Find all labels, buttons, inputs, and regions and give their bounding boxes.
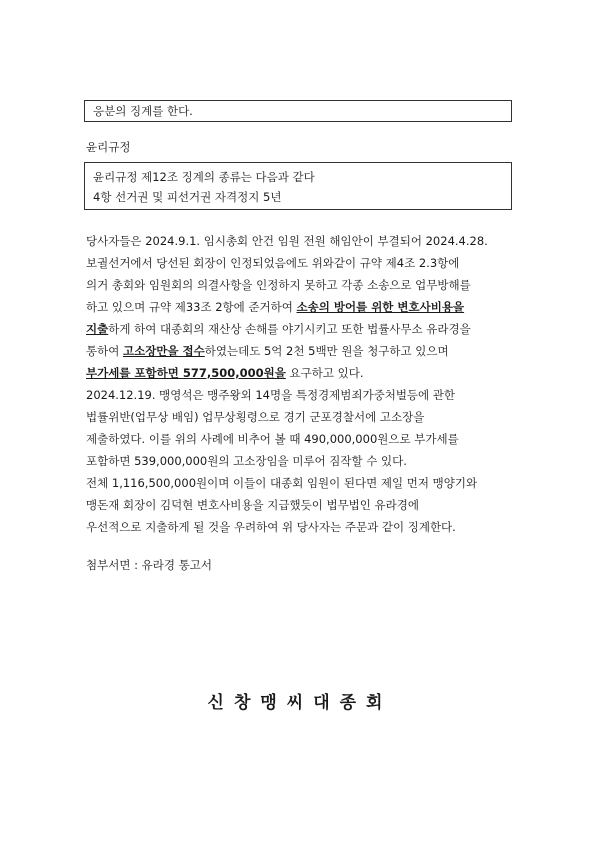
ethics-line-1: 윤리규정 제12조 징계의 종류는 다음과 같다 (93, 170, 315, 184)
body-line-2: 보궐선거에서 당선된 회장이 인정되었음에도 위와같이 규약 제4조 2.3항에 (86, 256, 460, 270)
body-line-5 (86, 318, 526, 340)
body-line-1: 당사자들은 2024.9.1. 임시총회 안건 임원 전원 해임안이 부결되어 2024.4.28. (86, 234, 488, 248)
body-line-8: 2024.12.19. 맹영석은 맹주왕외 14명을 특정경제범죄가중처벌등에 관한 (86, 388, 456, 402)
underlined-legal-cost: 소송의 방어를 위한 변호사비용을 (296, 300, 465, 314)
ethics-line-2: 4항 선거권 및 피선거권 자격정지 5년 (93, 190, 282, 204)
ethics-box (84, 162, 512, 210)
ethics-label: 윤리규정 (86, 140, 131, 154)
body-line-7-text: 요구하고 있다. (285, 366, 364, 380)
body-line-4 (86, 296, 526, 318)
body-line-9: 법률위반(업무상 배임) 업무상횡령으로 경기 군포경찰서에 고소장을 (86, 410, 425, 424)
body-line-5-text: 하게 하여 대종회의 재산상 손해를 야기시키고 또한 법률사무소 유라경을 (108, 322, 471, 336)
body-paragraph (86, 230, 526, 538)
body-line-3: 의거 총회와 임원회의 의결사항을 인정하지 못하고 각종 소송으로 업무방해를 (86, 278, 471, 292)
top-box-text: 응분의 징계를 한다. (93, 104, 193, 118)
body-line-6 (86, 340, 526, 362)
organization-signature: 신창맹씨대종회 (207, 693, 393, 713)
body-line-14: 우선적으로 지출하게 될 것을 우려하여 위 당사자는 주문과 같이 징계한다. (86, 520, 456, 534)
top-text-box (84, 100, 512, 122)
attachment-note: 첨부서면 : 유라경 통고서 (86, 558, 212, 572)
underlined-complaint: 고소장만을 접수 (122, 344, 205, 358)
body-line-11: 포함하면 539,000,000원의 고소장임을 미루어 짐작할 수 있다. (86, 454, 407, 468)
body-line-10: 제출하였다. 이를 위의 사례에 비추어 볼 때 490,000,000원으로 부가세를 (86, 432, 459, 446)
body-line-13: 맹돈재 회장이 김덕현 변호사비용을 지급했듯이 법무법인 유라경에 (86, 498, 419, 512)
underlined-expense: 지출 (86, 322, 109, 336)
body-line-7 (86, 362, 526, 384)
body-line-12: 전체 1,116,500,000원이며 이들이 대종회 임원이 된다면 제일 먼저 맹양기와 (86, 476, 478, 490)
body-line-6-text-b: 하였는데도 5억 2천 5백만 원을 청구하고 있으며 (204, 344, 449, 358)
body-line-6-text-a: 통하여 (86, 344, 123, 358)
body-line-4-text: 하고 있으며 규약 제33조 2항에 준거하여 (86, 300, 297, 314)
underlined-vat-amount: 부가세를 포함하면 577,500,000원을 (86, 366, 286, 380)
